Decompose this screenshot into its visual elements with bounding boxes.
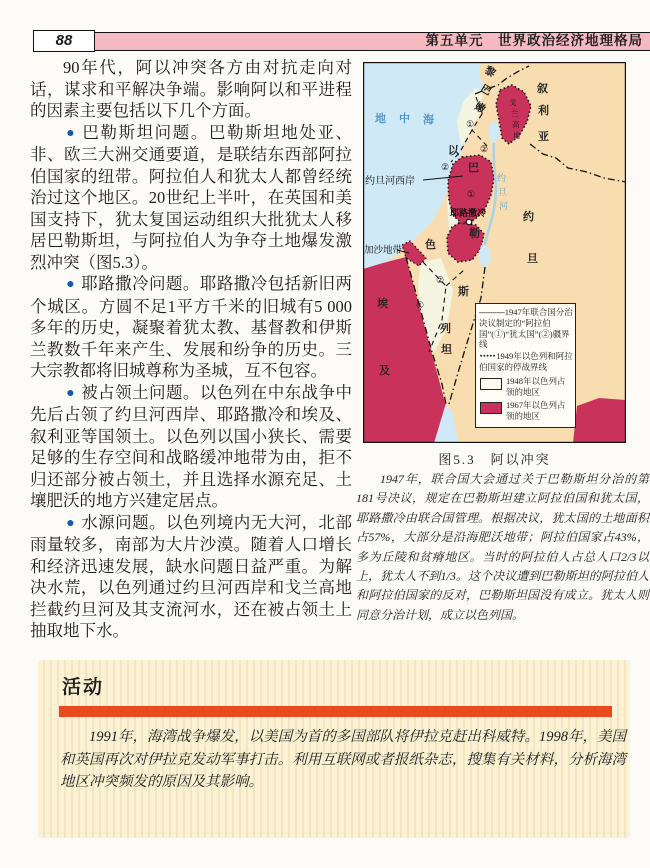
legend-1967-text: 1967年以色列占领的地区 <box>506 400 566 422</box>
bullet-text: 耶路撒冷问题。耶路撒冷包括新旧两个城区。方圆不足1平方千米的旧城有5 000多年的历史，凝聚着犹太教、基督教和伊斯兰教数千年来产生、发展和纷争的历史。三大宗教都将旧城尊称为圣城，互不包容。 <box>30 274 353 380</box>
activity-accent-bar <box>59 706 612 717</box>
figure-note: 1947年，联合国大会通过关于巴勒斯坦分治的第181号决议，规定在巴勒斯坦建立阿拉伯国和犹太国，耶路撒冷由联合国管理。根据决议，犹太国的土地面积占57%，大部分是沿海肥沃地带；阿拉伯国家占43%，多为丘陵和贫瘠地区。当时的阿拉伯人占总人口2/3以上，犹太人不到1/3。这个决议遭到巴勒斯坦的阿拉伯人和阿拉伯国家的反对，巴勒斯坦国没有成立。犹太人则同意分治计划，成立以色列国。 <box>356 472 649 622</box>
river-char: 约 <box>497 173 507 183</box>
palestine-char: 巴 <box>468 162 479 174</box>
activity-box <box>38 660 630 838</box>
jordan-char: 旦 <box>527 253 538 265</box>
dotted-line-icon: ･････ <box>479 351 496 362</box>
palestine-char: 斯 <box>458 286 469 298</box>
gaza-label: 加沙地带 <box>364 246 403 256</box>
number-jewish-state: ② <box>480 144 489 154</box>
bullet-item <box>30 382 352 512</box>
jerusalem-city-dot <box>466 219 472 225</box>
sea-char: 中 <box>399 113 410 125</box>
article-column <box>30 57 352 642</box>
syria-label <box>536 81 549 143</box>
figure-caption: 图5.3 阿以冲突 <box>438 452 551 467</box>
bullet-item <box>30 122 352 274</box>
river-char: 旦 <box>498 187 508 197</box>
page-number: 88 <box>33 30 95 52</box>
mediterranean-label <box>375 111 435 126</box>
bullet-icon: ● <box>66 515 76 531</box>
bullet-icon: ● <box>66 385 76 401</box>
legend-1947-line <box>479 307 573 350</box>
legend-1949-line <box>479 351 573 373</box>
bullet-icon: ● <box>66 125 77 141</box>
bullet-text: 被占领土问题。以色列在中东战争中先后占领了约旦河西岸、耶路撒冷和埃及、叙利亚等国领土。以色列以国小狭长、需要足够的生存空间和战略缓冲地带为由，拒不归还部分被占领土，并且选择水源充足、土壤肥沃的地方兴建定居点。 <box>30 382 353 510</box>
legend-1948-text: 1948年以色列占领的地区 <box>506 375 566 397</box>
activity-text: 1991年，海湾战争爆发，以美国为首的多国部队将伊拉克赶出科威特。1998年，美国和英国再次对伊拉克发动军事打击。利用互联网或者报纸杂志，搜集有关材料，分析海湾地区冲突频发的原因及其影响。 <box>60 729 626 790</box>
activity-title: 活动 <box>62 677 105 698</box>
bullet-item <box>30 273 352 382</box>
palestine-char: 勒 <box>469 228 480 240</box>
jerusalem-label: 耶路撒冷 <box>450 208 487 218</box>
golan-char: 地 <box>513 131 521 140</box>
jordan-char: 约 <box>523 211 534 223</box>
number-arab-state: ① <box>416 300 425 310</box>
egypt-char: 埃 <box>377 298 388 310</box>
area-1948-swatch <box>480 378 502 390</box>
bullet-text: 巴勒斯坦问题。巴勒斯坦地处亚、非、欧三大洲交通要道，是联结东西部阿拉伯国家的纽带。阿拉伯人和犹太人都曾经统治过这个地区。20世纪上半叶，在英国和美国支持下，犹太复国运动组织大批犹太人移居巴勒斯坦，与阿拉伯人为争夺土地爆发激烈冲突（图5.3）。 <box>30 122 352 272</box>
legend-1967-area <box>479 400 573 422</box>
sea-char: 海 <box>423 114 434 126</box>
bullet-icon: ● <box>66 277 76 292</box>
golan-char: 高 <box>512 120 520 129</box>
river-char: 河 <box>499 201 509 211</box>
area-1967-swatch <box>480 402 502 414</box>
west-bank-label: 约旦河西岸 <box>365 176 415 187</box>
sea-char: 地 <box>375 113 386 125</box>
syria-char: 叙 <box>537 83 548 95</box>
dash-line-icon: — — — <box>479 307 504 317</box>
palestine-char: 坦 <box>441 344 452 356</box>
intro-paragraph: 90年代，阿以冲突各方由对抗走向对话，谋求和平解决争端。影响阿以和平进程的因素主要包括以下几个方面。 <box>30 58 352 120</box>
bullet-item <box>30 512 352 642</box>
number-arab-state: ① <box>467 189 476 199</box>
map-legend <box>475 303 576 428</box>
sea-of-galilee <box>489 121 500 143</box>
golan-char: 戈 <box>509 98 517 107</box>
lebanon-char: 嫩 <box>472 101 487 116</box>
golan-char: 兰 <box>511 109 519 118</box>
southeast-occupied-region <box>573 398 626 443</box>
legend-1949-text: 1949年以色列和阿拉伯国家的停战界线 <box>479 351 573 372</box>
number-jewish-state: ② <box>436 275 445 285</box>
lebanon-char: 巴 <box>478 83 493 98</box>
number-arab-state: ① <box>466 119 475 129</box>
syria-char: 利 <box>538 105 549 117</box>
number-jewish-state: ② <box>441 162 450 172</box>
israel-char: 色 <box>425 239 436 251</box>
bullet-text: 水源问题。以色列境内无大河，北部雨量较多，南部为大片沙漠。随着人口增长和经济迅速发展，缺水问题日益严重。为解决水荒，以色列通过约旦河西岸和戈兰高地拦截约旦河及其支流河水，还在被占领土上抽取地下水。 <box>30 512 353 640</box>
legend-1948-area <box>479 376 573 398</box>
israel-char: 以 <box>448 145 459 157</box>
unit-title: 第五单元 世界政治经济地理格局 <box>95 32 650 51</box>
lebanon-char: 黎 <box>482 65 497 80</box>
syria-char: 亚 <box>538 131 549 143</box>
egypt-char: 及 <box>379 365 390 377</box>
legend-1947-text: 1947年联合国分治决议制定的“阿拉伯国”(①)“犹太国”(②)疆界线 <box>479 307 573 350</box>
map-figure-conflict <box>363 62 626 443</box>
israel-char: 列 <box>440 323 451 335</box>
